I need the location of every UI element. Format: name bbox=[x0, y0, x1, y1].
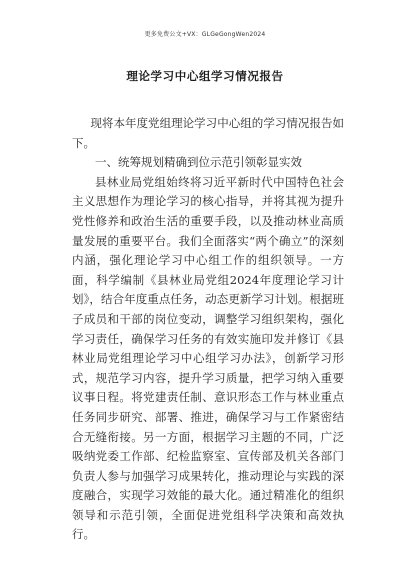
section-heading: 一、统筹规划精确到位示范引领彰显实效 bbox=[95, 155, 302, 170]
body-paragraph: 县林业局党组始终将习近平新时代中国特色社会主义思想作为理论学习的核心指导，并将其视为提升党性修养和政治生活的重要手段，以及推动林业高质量发展的重要平台。我们全面落实“两个确立”的深刻内涵，强化理论学习中心组工作的组织领导。一方面，科学编制《县林业局党组2024年度理论学习计划》，结合年度重点任务，动态更新学习计划。根据班子成员和干部的岗位变动，调整学习组织架构，强化学习责任，确保学习任务的有效实施印发并修订《县林业局党组理论学习中心组学习办法》，创新学习形式，规范学习内容，提升学习质量，把学习纳入重要议事日程。将党建责任制、意识形态工作与林业重点任务同步研究、部署、推进，确保学习与工作紧密结合无缝衔接。另一方面，根据学习主题的不同，广泛吸纳党委工作部、纪检监察室、宣传部及机关各部门负责人参与加强学习成果转化，推动理论与实践的深度融合，实现学习效能的最大化。通过精准化的组织领导和示范引领，全面促进党组科学决策和高效执行。 bbox=[72, 174, 344, 542]
document-title: 理论学习中心组学习情况报告 bbox=[126, 69, 284, 83]
header-note: 更多免费公文+VX：GLGeGongWen2024 bbox=[144, 31, 266, 38]
document-body bbox=[72, 114, 344, 545]
intro-paragraph: 现将本年度党组理论学习中心组的学习情况报告如下。 bbox=[72, 116, 344, 150]
